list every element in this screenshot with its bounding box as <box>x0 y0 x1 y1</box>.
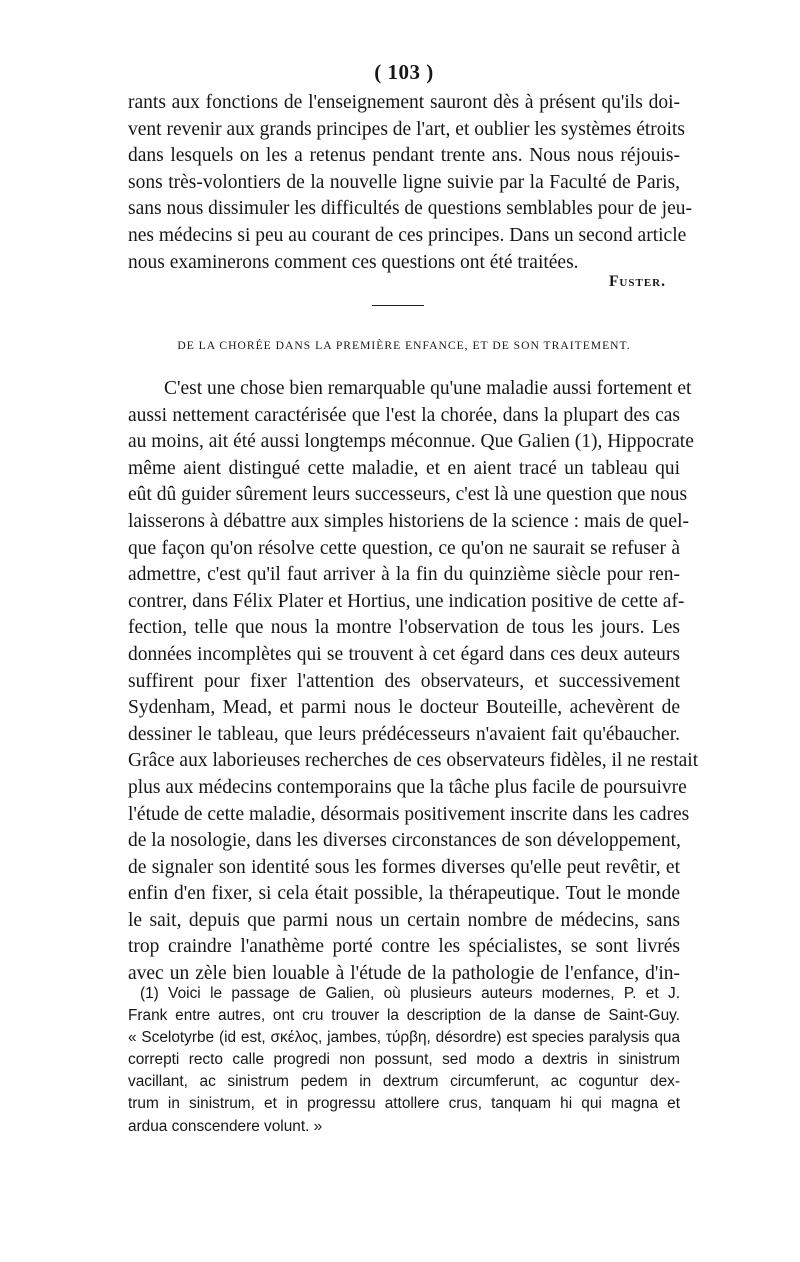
text-line: enfin d'en fixer, si cela était possible, la thérapeutique. Tout le monde <box>128 883 680 905</box>
text-line: avec un zèle bien louable à l'étude de la pathologie de l'enfance, d'in- <box>128 963 680 985</box>
text-line: laisserons à débattre aux simples historiens de la science : mais de quel- <box>128 510 689 532</box>
footnote <box>128 983 680 1138</box>
text-line: de signaler son identité sous les formes diverses qu'elle peut revêtir, et <box>128 856 680 878</box>
body-paragraph <box>128 376 699 988</box>
footnote-line: Frank entre autres, ont cru trouver la description de la danse de Saint-Guy. <box>128 1007 680 1025</box>
text-line: dessiner le tableau, que leurs prédécesseurs n'avaient fait qu'ébaucher. <box>128 723 680 745</box>
text-line: que façon qu'on résolve cette question, ce qu'on ne saurait se refuser à <box>128 537 680 559</box>
text-line: admettre, c'est qu'il faut arriver à la fin du quinzième siècle pour ren- <box>128 564 680 586</box>
text-line: données incomplètes qui se trouvent à cet égard dans ces deux auteurs <box>128 643 680 665</box>
text-line: sans nous dissimuler les difficultés de questions semblables pour de jeu- <box>128 198 692 220</box>
text-line: de la nosologie, dans les diverses circonstances de son développement, <box>128 830 681 852</box>
text-line: au moins, ait été aussi longtemps méconnue. Que Galien (1), Hippocrate <box>128 431 694 453</box>
text-line: Grâce aux laborieuses recherches de ces observateurs fidèles, il ne restait <box>128 750 699 772</box>
intro-paragraph <box>128 90 692 276</box>
footnote-line: « Scelotyrbe (id est, σκέλος, jambes, τύρβη, désordre) est species paralysis qua <box>128 1029 680 1047</box>
page-number: ( 103 ) <box>374 60 434 84</box>
text-line: rants aux fonctions de l'enseignement sauront dès à présent qu'ils doi- <box>128 92 680 113</box>
text-line: fection, telle que nous la montre l'observation de tous les jours. Les <box>128 617 680 639</box>
text-line: contrer, dans Félix Plater et Hortius, une indication positive de cette af- <box>128 590 685 612</box>
text-line: suffirent pour fixer l'attention des observateurs, et successivement <box>128 670 680 692</box>
footnote-line: trum in sinistrum, et in progressu attollere crus, tanquam hi qui magna et <box>128 1095 680 1113</box>
footnote-line: vacillant, ac sinistrum pedem in dextrum circumferunt, ac coguntur dex- <box>128 1073 680 1091</box>
text-line: le sait, depuis que parmi nous un certain nombre de médecins, sans <box>128 909 680 931</box>
text-line: sons très-volontiers de la nouvelle ligne suivie par la Faculté de Paris, <box>128 171 680 193</box>
text-line: eût dû guider sûrement leurs successeurs, c'est là une question que nous <box>128 484 688 506</box>
text-line: dans lesquels on les a retenus pendant trente ans. Nous nous réjouis- <box>128 145 680 167</box>
author-signature: Fuster. <box>608 273 666 290</box>
text-line: aussi nettement caractérisée que l'est la chorée, dans la plupart des cas <box>128 404 680 426</box>
text-line: nes médecins si peu au courant de ces principes. Dans un second article <box>128 224 687 246</box>
footnote-line: ardua conscendere volunt. » <box>128 1117 323 1135</box>
section-title: DE LA CHORÉE DANS LA PREMIÈRE ENFANCE, ET DE SON TRAITEMENT. <box>177 339 631 352</box>
text-line: l'étude de cette maladie, désormais positivement inscrite dans les cadres <box>128 803 690 825</box>
text-line: trop craindre l'anathème porté contre les spécialistes, se sont livrés <box>128 936 680 958</box>
text-line: même aient distingué cette maladie, et en aient tracé un tableau qui <box>128 457 680 479</box>
text-line: C'est une chose bien remarquable qu'une maladie aussi fortement et <box>164 378 692 399</box>
section-divider <box>372 305 424 306</box>
footnote-line: correpti recto calle progredi non possunt, sed modo a dextris in sinistrum <box>128 1051 680 1069</box>
text-line: nous examinerons comment ces questions ont été traitées. <box>128 251 579 273</box>
text-line: Sydenham, Mead, et parmi nous le docteur Bouteille, achevèrent de <box>128 697 680 719</box>
text-line: plus aux médecins contemporains que la tâche plus facile de poursuivre <box>128 776 687 798</box>
footnote-line: (1) Voici le passage de Galien, où plusieurs auteurs modernes, P. et J. <box>140 985 680 1002</box>
text-line: vent revenir aux grands principes de l'art, et oublier les systèmes étroits <box>128 118 685 140</box>
